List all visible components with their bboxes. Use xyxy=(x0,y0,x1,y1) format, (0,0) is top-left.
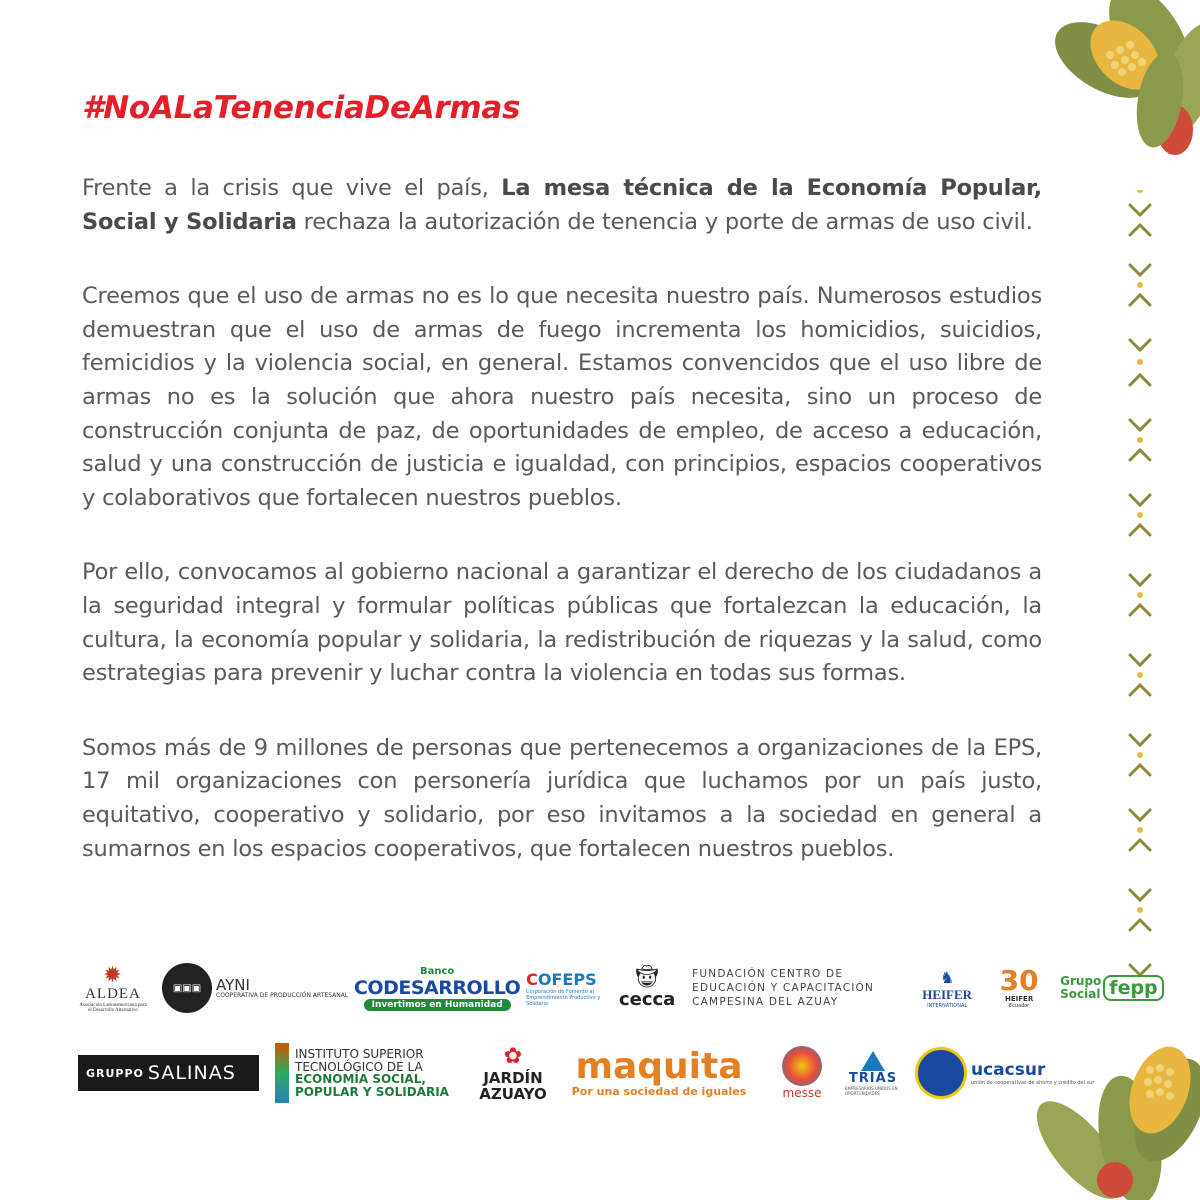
p1-suffix: rechaza la autorización de tenencia y porte de armas de uso civil. xyxy=(296,208,1033,235)
messe-logo: messe xyxy=(773,1046,831,1100)
p1-prefix: Frente a la crisis que vive el país, xyxy=(82,175,502,201)
ayni-logo: ▣▣▣ AYNI COOPERATIVA DE PRODUCCIÓN ARTESANAL xyxy=(162,963,348,1013)
cofeps-logo: COFEPS Corporación de Fomento al Emprendimiento Productivo y Solidario xyxy=(526,969,601,1007)
heifer-30-logo: 30 HEIFER Ecuador xyxy=(999,964,1039,1009)
ucacsur-logo: ucacsur unión de cooperativas de ahorro y crédito del sur xyxy=(915,1047,1095,1099)
triangle-icon xyxy=(861,1051,885,1071)
trias-logo: TRIAS EMPRESARIOS UNIDOS EN OPORTUNIDADES xyxy=(845,1051,901,1096)
instituto-emblem-icon xyxy=(275,1043,289,1103)
paragraph-3: Por ello, convocamos al gobierno nacional a garantizar el derecho de los ciudadanos a la seguridad integral y formular políticas públicas que fortalezcan la educación, la cultura, la economía popular y solidaria, la redistribución de riquezas y la salud, como estrategias para prevenir y luchar contra la violencia en todas sus formas. xyxy=(82,559,1042,687)
aldea-logo: ✹ ALDEA Asociación Latinoamericana para el Desarrollo Alternativo xyxy=(79,961,147,1013)
paragraph-2: Creemos que el uso de armas no es lo que necesita nuestro país. Numerosos estudios demuestran que el uso de armas de fuego incrementa los homicidios, suicidios, femicidios y la violencia social, en general. Estamos convencidos que el uso libre de armas no es la solución que ahora nuestro país necesita, sino un proceso de construcción conjunta de paz, de oportunidades de empleo, de acceso a educación, salud y una construcción de justicia e igualdad, con principios, espacios cooperativos y colaborativos que fortalecen nuestros pueblos. xyxy=(82,283,1042,511)
fundacion-text: FUNDACIÓN CENTRO DE EDUCACIÓN Y CAPACITACIÓN CAMPESINA DEL AZUAY xyxy=(692,968,875,1008)
border-pattern-decoration xyxy=(1120,190,1160,990)
codesarrollo-logo: Banco CODESARROLLO Invertimos en Humanidad xyxy=(353,965,521,1010)
sun-icon: ✹ xyxy=(103,961,123,987)
cecca-logo: 🤠︎ cecca xyxy=(618,964,676,1010)
corn-decoration-top xyxy=(1030,0,1200,160)
sponsor-logos-row-2 xyxy=(78,1038,1109,1108)
ayni-emblem-icon: ▣▣▣ xyxy=(162,963,212,1013)
maquita-logo: maquita Por una sociedad de iguales xyxy=(571,1045,747,1098)
cow-icon: ♞ xyxy=(939,967,955,987)
statement-body xyxy=(82,172,1042,907)
paragraph-4: Somos más de 9 millones de personas que pertenecemos a organizaciones de la EPS, 17 mil organizaciones con personería jurídica que luchamos por un país justo, equitativo, cooperativo y solidario, por eso invitamos a la sociedad en general a sumarnos en los espacios cooperativos, que fortalecen nuestros pueblos. xyxy=(82,734,1042,862)
flower-icon: ✿ xyxy=(503,1044,523,1069)
heifer-international-logo: ♞ HEIFER INTERNATIONAL xyxy=(922,967,973,1009)
hashtag-title: #NoALaTenenciaDeArmas xyxy=(82,90,521,126)
grupo-social-fepp-logo: Grupo Social fepp xyxy=(1060,975,1160,1001)
jardin-azuayo-logo: ✿ JARDÍN AZUAYO xyxy=(479,1044,547,1103)
instituto-eps-logo: INSTITUTO SUPERIOR TECNOLÓGICO DE LA ECONOMÍA SOCIAL, POPULAR Y SOLIDARIA xyxy=(275,1043,467,1103)
paragraph-1 xyxy=(82,172,1042,239)
ucacsur-emblem-icon xyxy=(915,1047,967,1099)
messe-emblem-icon xyxy=(782,1046,822,1086)
p1-organization: La mesa técnica de la Economía Popular, Social y Solidaria xyxy=(82,175,1042,235)
sponsor-logos-row-1 xyxy=(78,958,1174,1018)
gruppo-salinas-logo: GRUPPO SALINAS xyxy=(78,1055,259,1091)
hat-icon: 🤠︎ xyxy=(633,964,662,990)
